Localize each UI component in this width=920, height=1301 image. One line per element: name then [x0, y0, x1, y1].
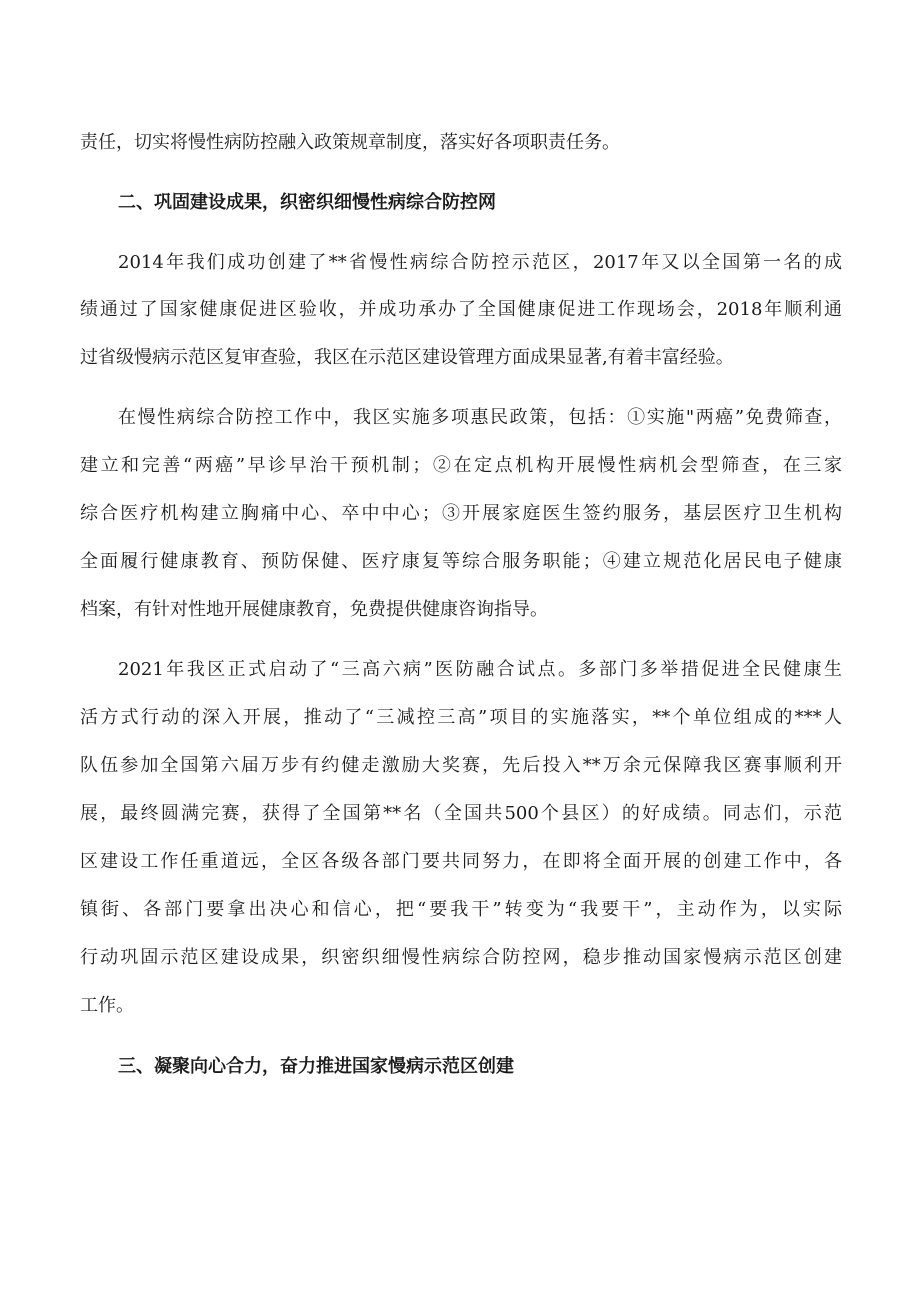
paragraph-line: 活方式行动的深入开展，推动了“三减控三高”项目的实施落实，**个单位组成的***人 — [80, 707, 842, 728]
paragraph-line: 绩通过了国家健康促进区验收，并成功承办了全国健康促进工作现场会，2018年顺利通 — [80, 299, 842, 320]
paragraph-line: 全面履行健康教育、预防保健、医疗康复等综合服务职能；④建立规范化居民电子健康 — [80, 551, 842, 572]
paragraph-line: 行动巩固示范区建设成果，织密织细慢性病综合防控网，稳步推动国家慢病示范区创建 — [80, 947, 842, 968]
paragraph-line: 工作。 — [80, 995, 134, 1016]
paragraph-line: 展，最终圆满完赛，获得了全国第**名（全国共500个县区）的好成绩。同志们，示范 — [80, 803, 842, 824]
paragraph-line: 建立和完善“两癌”早诊早治干预机制；②在定点机构开展慢性病机会型筛查，在三家 — [80, 455, 842, 476]
paragraph-line: 综合医疗机构建立胸痛中心、卒中中心；③开展家庭医生签约服务，基层医疗卫生机构 — [80, 503, 842, 524]
paragraph-line: 档案，有针对性地开展健康教育，免费提供健康咨询指导。 — [80, 599, 548, 620]
paragraph-line: 2014年我们成功创建了**省慢性病综合防控示范区，2017年又以全国第一名的成 — [118, 252, 842, 273]
paragraph-line: 过省级慢病示范区复审查验，我区在示范区建设管理方面成果显著,有着丰富经验。 — [80, 347, 734, 368]
paragraph-line: 队伍参加全国第六届万步有约健走激励大奖赛，先后投入**万余元保障我区赛事顺利开 — [80, 755, 842, 776]
section-heading-2: 二、巩固建设成果，织密织细慢性病综合防控网 — [118, 192, 496, 213]
section-heading-3: 三、凝聚向心合力，奋力推进国家慢病示范区创建 — [118, 1056, 514, 1077]
paragraph-line: 责任，切实将慢性病防控融入政策规章制度，落实好各项职责任务。 — [80, 132, 620, 153]
paragraph-line: 在慢性病综合防控工作中，我区实施多项惠民政策，包括：①实施"两癌”免费筛查， — [118, 407, 842, 428]
paragraph-line: 镇街、各部门要拿出决心和信心，把“要我干”转变为“我要干”，主动作为，以实际 — [80, 899, 842, 920]
paragraph-line: 2021年我区正式启动了“三高六病”医防融合试点。多部门多举措促进全民健康生 — [118, 659, 842, 680]
paragraph-line: 区建设工作任重道远，全区各级各部门要共同努力，在即将全面开展的创建工作中，各 — [80, 851, 842, 872]
